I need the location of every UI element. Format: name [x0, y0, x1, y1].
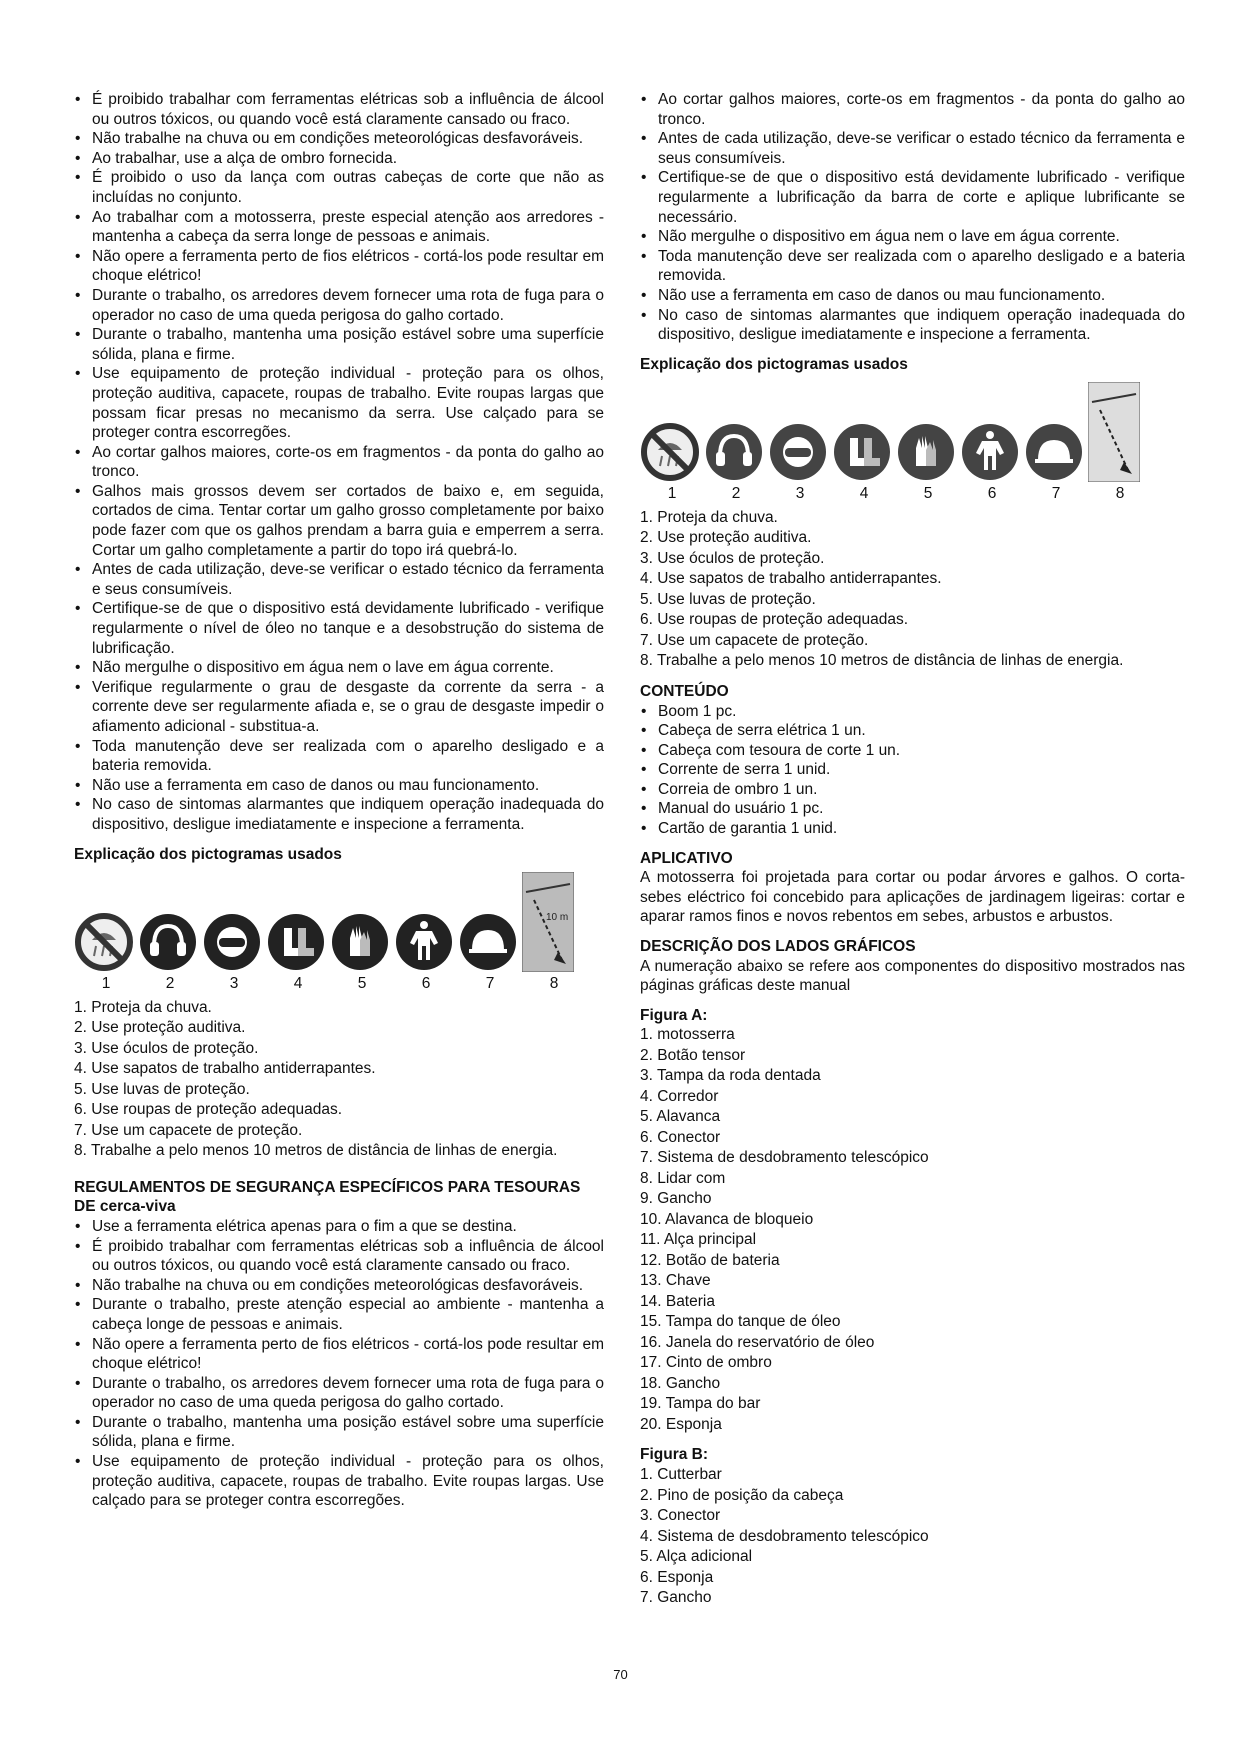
picto-number: 4	[859, 485, 869, 503]
list-item: 13. Chave	[640, 1272, 711, 1290]
picto-number: 3	[795, 485, 805, 503]
page-number: 70	[613, 1667, 628, 1682]
pictogram-list	[640, 508, 1185, 672]
no-rain-icon	[640, 422, 700, 482]
list-item: 4. Use sapatos de trabalho antiderrapantes.	[74, 1060, 376, 1078]
application-text: A motosserra foi projetada para cortar ou podar árvores e galhos. O corta-sebes eléctrico foi concebido para aplicações de jardinagem ligeiras: cortar e aparar ramos finos e novos rebentos em sebes, arbustos e arbustos.	[640, 869, 1185, 926]
list-item: • No caso de sintomas alarmantes que indiquem operação inadequada do dispositivo, desligue imediatamente e inspecione a ferramenta.	[640, 306, 1185, 345]
list-item: 7. Use um capacete de proteção.	[640, 631, 869, 649]
list-item: • Não trabalhe na chuva ou em condições meteorológicas desfavoráveis.	[74, 129, 604, 149]
list-item: • Durante o trabalho, mantenha uma posição estável sobre uma superfície sólida, plana e firme.	[74, 1413, 604, 1452]
list-item: 2. Use proteção auditiva.	[74, 1019, 246, 1037]
list-item: • Cartão de garantia 1 unid.	[640, 819, 1185, 839]
pictogram-list	[74, 998, 604, 1162]
graphic-description-heading: DESCRIÇÃO DOS LADOS GRÁFICOS	[640, 938, 916, 956]
list-item: • Durante o trabalho, mantenha uma posição estável sobre uma superfície sólida, plana e firme.	[74, 325, 604, 364]
list-item: 3. Use óculos de proteção.	[74, 1039, 259, 1057]
picto-number: 6	[421, 975, 431, 993]
list-item: • Use equipamento de proteção individual - proteção para os olhos, proteção auditiva, capacete, roupas de trabalho. Evite roupas largas que possam ficar presas no mecanismo da serra. Use calçado para se proteger contra escorregões.	[74, 364, 604, 442]
ear-protection-icon	[138, 912, 198, 972]
regulations-heading: REGULAMENTOS DE SEGURANÇA ESPECÍFICOS PARA TESOURAS DE cerca-viva	[74, 1178, 581, 1216]
gloves-icon	[896, 422, 956, 482]
picto-number: 2	[731, 485, 741, 503]
gloves-icon	[330, 912, 390, 972]
list-item: • Galhos mais grossos devem ser cortados de baixo e, em seguida, cortados de cima. Tentar cortar um galho grosso completamente por baixo pode fazer com que os galhos prendam a barra guia e emperrem a serra. Cortar um galho completamente a partir do topo irá quebrá-lo.	[74, 482, 604, 560]
list-item: 7. Use um capacete de proteção.	[74, 1121, 303, 1139]
list-item: • Não use a ferramenta em caso de danos ou mau funcionamento.	[640, 286, 1185, 306]
list-item: • Use equipamento de proteção individual - proteção para os olhos, proteção auditiva, capacete, roupas de trabalho. Evite roupas largas. Use calçado para se proteger contra escorregões.	[74, 1452, 604, 1511]
picto-number: 2	[165, 975, 175, 993]
boots-icon	[832, 422, 892, 482]
list-item: 1. motosserra	[640, 1026, 735, 1044]
picto-number: 1	[101, 975, 111, 993]
list-item: 1. Cutterbar	[640, 1466, 722, 1483]
picto-number: 8	[1115, 485, 1125, 503]
list-item: 5. Alça adicional	[640, 1548, 753, 1565]
picto-number: 6	[987, 485, 997, 503]
list-item: 6. Conector	[640, 1128, 721, 1146]
list-item: • Certifique-se de que o dispositivo está devidamente lubrificado - verifique regularmente a lubrificação da barra de corte e aplique lubrificante se necessário.	[640, 168, 1185, 227]
list-item: 1. Proteja da chuva.	[640, 508, 778, 526]
list-item: • Ao trabalhar com a motosserra, preste especial atenção aos arredores - mantenha a cabeça da serra longe de pessoas e animais.	[74, 208, 604, 247]
list-item: 4. Sistema de desdobramento telescópico	[640, 1527, 929, 1545]
list-item: • Cabeça com tesoura de corte 1 un.	[640, 741, 1185, 761]
list-item: • Não opere a ferramenta perto de fios elétricos - cortá-los pode resultar em choque elétrico!	[74, 247, 604, 286]
list-item: • Ao cortar galhos maiores, corte-os em fragmentos - da ponta do galho ao tronco.	[74, 443, 604, 482]
list-item: 10. Alavanca de bloqueio	[640, 1210, 814, 1228]
list-item: 6. Esponja	[640, 1568, 714, 1586]
list-item: 4. Use sapatos de trabalho antiderrapantes.	[640, 570, 942, 588]
list-item: • Durante o trabalho, os arredores devem fornecer uma rota de fuga para o operador no caso de uma queda perigosa do galho cortado.	[74, 286, 604, 325]
safety-list-bottom	[74, 1217, 604, 1511]
pictogram-row	[640, 382, 1185, 482]
picto-number: 8	[549, 975, 559, 993]
list-item: • Verifique regularmente o grau de desgaste da corrente da serra - a corrente deve ser regularmente afiada e, se o grau de desgaste impedir o afiamento adicional - substitua-a.	[74, 678, 604, 737]
list-item: • Não opere a ferramenta perto de fios elétricos - cortá-los pode resultar em choque elétrico!	[74, 1335, 604, 1374]
list-item: 16. Janela do reservatório de óleo	[640, 1333, 875, 1351]
pictogram-numbers	[74, 974, 604, 994]
list-item: 6. Use roupas de proteção adequadas.	[640, 611, 908, 629]
picto-number: 3	[229, 975, 239, 993]
list-item: 14. Bateria	[640, 1292, 715, 1310]
list-item: 15. Tampa do tanque de óleo	[640, 1313, 841, 1331]
pictogram-heading: Explicação dos pictogramas usados	[74, 845, 342, 863]
list-item: 8. Trabalhe a pelo menos 10 metros de distância de linhas de energia.	[640, 652, 1124, 670]
contents-heading: CONTEÚDO	[640, 682, 729, 700]
protective-clothing-icon	[394, 912, 454, 972]
list-item: • Manual do usuário 1 pc.	[640, 799, 1185, 819]
list-item: 7. Gancho	[640, 1589, 712, 1606]
power-line-distance-icon	[522, 872, 574, 972]
list-item: • Antes de cada utilização, deve-se verificar o estado técnico da ferramenta e seus consumíveis.	[640, 129, 1185, 168]
list-item: 8. Trabalhe a pelo menos 10 metros de distância de linhas de energia.	[74, 1142, 558, 1160]
list-item: 19. Tampa do bar	[640, 1395, 761, 1413]
list-item: 2. Botão tensor	[640, 1046, 746, 1064]
goggles-icon	[202, 912, 262, 972]
list-item: • Antes de cada utilização, deve-se verificar o estado técnico da ferramenta e seus consumíveis.	[74, 560, 604, 599]
list-item: 5. Use luvas de proteção.	[74, 1080, 250, 1098]
list-item: 11. Alça principal	[640, 1231, 757, 1249]
list-item: • Toda manutenção deve ser realizada com o aparelho desligado e a bateria removida.	[640, 247, 1185, 286]
list-item: • Ao cortar galhos maiores, corte-os em fragmentos - da ponta do galho ao tronco.	[640, 90, 1185, 129]
application-heading: APLICATIVO	[640, 849, 733, 867]
list-item: • Toda manutenção deve ser realizada com o aparelho desligado e a bateria removida.	[74, 737, 604, 776]
list-item: • Boom 1 pc.	[640, 702, 1185, 722]
picto-number: 4	[293, 975, 303, 993]
goggles-icon	[768, 422, 828, 482]
list-item: • Certifique-se de que o dispositivo está devidamente lubrificado - verifique regularmente o nível de óleo no tanque e a desobstrução do sistema de lubrificação.	[74, 599, 604, 658]
list-item: • Correia de ombro 1 un.	[640, 780, 1185, 800]
pictogram-heading: Explicação dos pictogramas usados	[640, 355, 908, 373]
list-item: 2. Use proteção auditiva.	[640, 529, 812, 547]
list-item: • Ao trabalhar, use a alça de ombro fornecida.	[74, 149, 604, 169]
list-item: 20. Esponja	[640, 1415, 722, 1433]
list-item: 12. Botão de bateria	[640, 1251, 780, 1269]
safety-list-right	[640, 90, 1185, 345]
pictogram-numbers	[640, 484, 1185, 504]
figure-a-list	[640, 1025, 1185, 1435]
list-item: 3. Tampa da roda dentada	[640, 1067, 821, 1085]
figure-b-list	[640, 1465, 1185, 1609]
list-item: 7. Sistema de desdobramento telescópico	[640, 1149, 929, 1167]
list-item: 4. Corredor	[640, 1087, 719, 1105]
list-item: 3. Conector	[640, 1507, 721, 1524]
picto-number: 5	[357, 975, 367, 993]
picto-number: 7	[1051, 485, 1061, 503]
list-item: • Não use a ferramenta em caso de danos ou mau funcionamento.	[74, 776, 604, 796]
list-item: • No caso de sintomas alarmantes que indiquem operação inadequada do dispositivo, desligue imediatamente e inspecione a ferramenta.	[74, 795, 604, 834]
list-item: • Não trabalhe na chuva ou em condições meteorológicas desfavoráveis.	[74, 1276, 604, 1296]
pictogram-row	[74, 872, 604, 972]
list-item: • Não mergulhe o dispositivo em água nem o lave em água corrente.	[74, 658, 604, 678]
left-column	[74, 90, 604, 1511]
list-item: 6. Use roupas de proteção adequadas.	[74, 1101, 342, 1119]
list-item: 17. Cinto de ombro	[640, 1354, 772, 1372]
power-line-distance-icon	[1088, 382, 1140, 482]
list-item: • Corrente de serra 1 unid.	[640, 760, 1185, 780]
list-item: 9. Gancho	[640, 1190, 712, 1208]
list-item: • Durante o trabalho, preste atenção especial ao ambiente - mantenha a cabeça longe de pessoas e animais.	[74, 1295, 604, 1334]
list-item: 1. Proteja da chuva.	[74, 998, 212, 1016]
list-item: 2. Pino de posição da cabeça	[640, 1486, 844, 1504]
list-item: 18. Gancho	[640, 1374, 721, 1392]
picto-number: 5	[923, 485, 933, 503]
helmet-icon	[1024, 422, 1084, 482]
figure-b-heading: Figura B:	[640, 1446, 709, 1464]
list-item: • É proibido trabalhar com ferramentas elétricas sob a influência de álcool ou outros tóxicos, ou quando você está claramente cansado ou fraco.	[74, 1237, 604, 1276]
list-item: • Não mergulhe o dispositivo em água nem o lave em água corrente.	[640, 227, 1185, 247]
right-column	[640, 90, 1185, 1609]
list-item: 8. Lidar com	[640, 1169, 726, 1187]
list-item: • É proibido o uso da lança com outras cabeças de corte que não as incluídas no conjunto.	[74, 168, 604, 207]
picto-number: 7	[485, 975, 495, 993]
graphic-description-text: A numeração abaixo se refere aos componentes do dispositivo mostrados nas páginas gráficas deste manual	[640, 957, 1185, 995]
protective-clothing-icon	[960, 422, 1020, 482]
figure-a-heading: Figura A:	[640, 1006, 708, 1024]
list-item: • É proibido trabalhar com ferramentas elétricas sob a influência de álcool ou outros tóxicos, ou quando você está claramente cansado ou fraco.	[74, 90, 604, 129]
boots-icon	[266, 912, 326, 972]
no-rain-icon	[74, 912, 134, 972]
distance-label: 10 m	[546, 912, 569, 924]
list-item: • Use a ferramenta elétrica apenas para o fim a que se destina.	[74, 1217, 604, 1237]
safety-list-top	[74, 90, 604, 835]
ear-protection-icon	[704, 422, 764, 482]
list-item: 5. Alavanca	[640, 1108, 721, 1126]
list-item: • Durante o trabalho, os arredores devem fornecer uma rota de fuga para o operador no caso de uma queda perigosa do galho cortado.	[74, 1374, 604, 1413]
contents-list	[640, 702, 1185, 839]
picto-number: 1	[667, 485, 677, 503]
list-item: • Cabeça de serra elétrica 1 un.	[640, 721, 1185, 741]
list-item: 3. Use óculos de proteção.	[640, 549, 825, 567]
list-item: 5. Use luvas de proteção.	[640, 590, 816, 608]
helmet-icon	[458, 912, 518, 972]
